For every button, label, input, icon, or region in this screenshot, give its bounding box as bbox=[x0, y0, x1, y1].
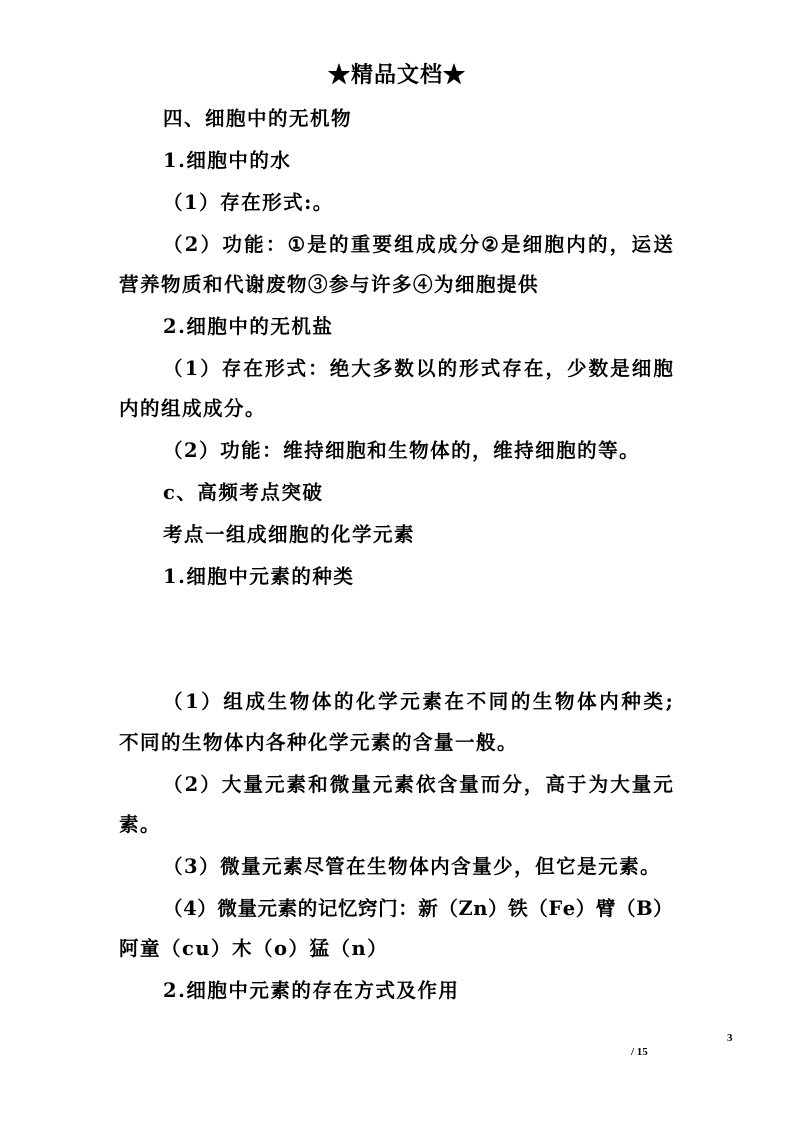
text-line: 营养物质和代谢废物③参与许多④为细胞提供 bbox=[119, 273, 540, 296]
text-line: 2.细胞中元素的存在方式及作用 bbox=[163, 979, 460, 1002]
text-line: （2）功能：维持细胞和生物体的，维持细胞的等。 bbox=[163, 439, 641, 462]
text-line: 2.细胞中的无机盐 bbox=[163, 315, 334, 338]
text-line: （ 1 ） 存 在 形 式 ： 绝 大 多 数 以 的 形 式 存 在 ， 少 数 是 细 胞 bbox=[163, 357, 673, 380]
text-line: 素。 bbox=[119, 813, 162, 836]
page-header: ★精品文档★ bbox=[327, 62, 466, 88]
text-line: 四、细胞中的无机物 bbox=[163, 107, 353, 130]
text-line: 内的组成成分。 bbox=[119, 397, 267, 420]
text-line: （ 4 ） 微 量 元 素 的 记 忆 窍 门 ： 新 （ Z n ） 铁 （ F e ） 臂 （ B ） bbox=[163, 897, 673, 920]
text-line: c、高频考点突破 bbox=[163, 481, 324, 504]
text-line: 1.细胞中元素的种类 bbox=[163, 565, 355, 588]
text-line: 1.细胞中的水 bbox=[163, 149, 292, 172]
text-line: 不同的生物体内各种化学元素的含量一般。 bbox=[119, 731, 519, 754]
text-line: （1）存在形式:。 bbox=[163, 191, 334, 214]
text-line: 考点一组成细胞的化学元素 bbox=[163, 523, 416, 546]
text-line: （ 1 ） 组 成 生 物 体 的 化 学 元 素 在 不 同 的 生 物 体 内 种 类 ; bbox=[163, 690, 673, 713]
page-number: 3 bbox=[727, 1032, 733, 1044]
text-line: （ 2 ） 功 能 ： ① 是 的 重 要 组 成 成 分 ② 是 细 胞 内 的 ， 运 送 bbox=[163, 233, 673, 256]
text-line: （3）微量元素尽管在生物体内含量少，但它是元素。 bbox=[163, 855, 662, 878]
page-total: / 15 bbox=[631, 1046, 648, 1058]
text-line: 阿童（cu）木（o）猛（n） bbox=[119, 937, 389, 960]
text-line: （ 2 ） 大 量 元 素 和 微 量 元 素 依 含 量 而 分 ， 高 于 为 大 量 元 bbox=[163, 773, 673, 796]
